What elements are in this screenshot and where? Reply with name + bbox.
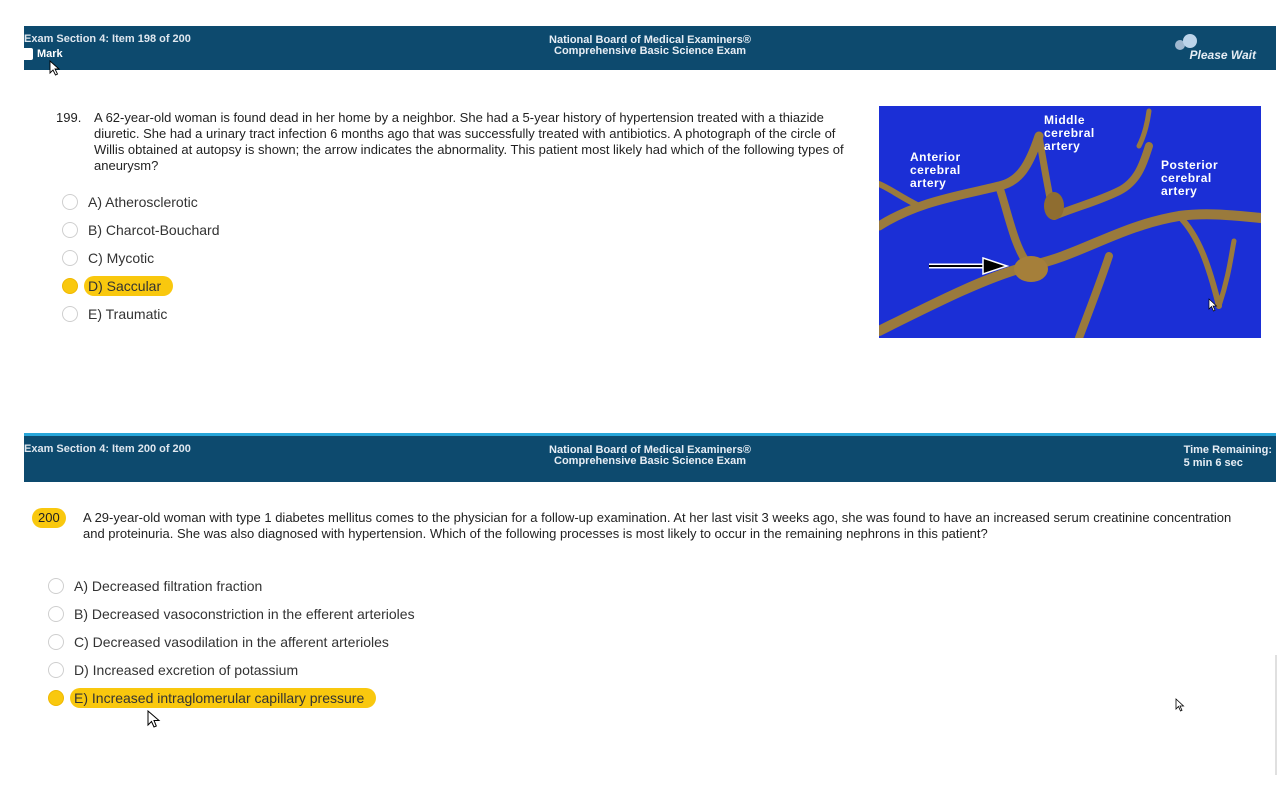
mouse-cursor-icon: [1208, 298, 1218, 312]
choice-b[interactable]: [48, 600, 415, 628]
question-number-highlighted: 200: [32, 508, 66, 528]
loading-icon: [1172, 32, 1202, 54]
radio-button[interactable]: [48, 606, 64, 622]
scrollbar-track[interactable]: [1275, 655, 1277, 775]
question-199: [56, 110, 846, 173]
radio-button[interactable]: [62, 194, 78, 210]
radio-button-selected[interactable]: [62, 278, 78, 294]
question-stem: A 29-year-old woman with type 1 diabetes mellitus comes to the physician for a follow-up examination. At her last visit 3 weeks ago, she was found to have an increased serum creatinine concentration and proteinuria. She was also diagnosed with hypertension. Which of the following processes is most likely to occur in the remaining nephrons in this patient?: [83, 510, 1232, 541]
choice-label: C) Decreased vasodilation in the afferent arterioles: [74, 634, 389, 650]
choice-label: C) Mycotic: [88, 250, 155, 266]
choice-label: B) Charcot-Bouchard: [88, 222, 220, 238]
top-exam-header: [24, 26, 1276, 70]
top-section-item: Exam Section 4: Item 198 of 200: [24, 33, 191, 45]
choice-label: D) Increased excretion of potassium: [74, 662, 299, 678]
bottom-section-item: Exam Section 4: Item 200 of 200: [24, 443, 191, 455]
radio-button[interactable]: [62, 306, 78, 322]
label-posterior-cerebral-artery: Posterior cerebral artery: [1161, 158, 1219, 198]
label-middle-cerebral-artery: Middle cerebral artery: [1044, 113, 1095, 153]
choice-b[interactable]: [62, 216, 220, 244]
time-remaining: [1184, 444, 1272, 470]
mouse-cursor-icon: [147, 710, 161, 728]
choice-d[interactable]: [48, 656, 415, 684]
please-wait-status: [1190, 38, 1256, 62]
choice-d[interactable]: [62, 272, 220, 300]
bottom-exam-header: [24, 433, 1276, 482]
choice-label-highlighted: E) Increased intraglomerular capillary pressure: [70, 688, 376, 708]
radio-button[interactable]: [48, 634, 64, 650]
top-exam-title: [24, 35, 1276, 57]
choice-label-highlighted: D) Saccular: [84, 276, 173, 296]
answer-choices-200: [48, 572, 415, 712]
time-remaining-label: Time Remaining:: [1183, 444, 1272, 456]
radio-button[interactable]: [62, 250, 78, 266]
choice-label: A) Decreased filtration fraction: [74, 578, 263, 594]
time-remaining-value: 5 min 6 sec: [1183, 457, 1243, 469]
question-stem: A 62-year-old woman is found dead in her home by a neighbor. She had a 5-year history of hypertension treated with a thiazide diuretic. She had a urinary tract infection 6 months ago that was successfully treated with antibiotics. A photograph of the circle of Willis obtained at autopsy is shown; the arrow indicates the abnormality. This patient most likely had which of the following types of aneurysm?: [94, 110, 844, 173]
mouse-cursor-icon: [1175, 698, 1185, 712]
choice-e[interactable]: [48, 684, 415, 712]
radio-button[interactable]: [62, 222, 78, 238]
answer-choices-199: [62, 188, 220, 328]
label-anterior-cerebral-artery: Anterior cerebral artery: [910, 150, 961, 190]
radio-button[interactable]: [48, 578, 64, 594]
choice-label: A) Atherosclerotic: [88, 194, 198, 210]
choice-c[interactable]: [48, 628, 415, 656]
bottom-title-line1: National Board of Medical Examiners®: [549, 444, 751, 456]
choice-a[interactable]: [62, 188, 220, 216]
choice-label: B) Decreased vasoconstriction in the efferent arterioles: [74, 606, 415, 622]
choice-label: E) Traumatic: [88, 306, 168, 322]
bottom-exam-title: [24, 445, 1276, 467]
top-title-line2: Comprehensive Basic Science Exam: [554, 45, 746, 57]
choice-c[interactable]: [62, 244, 220, 272]
bottom-title-line2: Comprehensive Basic Science Exam: [554, 455, 746, 467]
mouse-cursor-icon: [49, 60, 61, 76]
choice-e[interactable]: [62, 300, 220, 328]
top-title-line1: National Board of Medical Examiners®: [549, 34, 751, 46]
question-number: 199.: [56, 110, 82, 125]
choice-a[interactable]: [48, 572, 415, 600]
please-wait-label: Please Wait: [1189, 48, 1256, 62]
circle-of-willis-photo: [879, 106, 1261, 338]
mark-label: Mark: [37, 48, 63, 60]
radio-button-selected[interactable]: [48, 690, 64, 706]
radio-button[interactable]: [48, 662, 64, 678]
